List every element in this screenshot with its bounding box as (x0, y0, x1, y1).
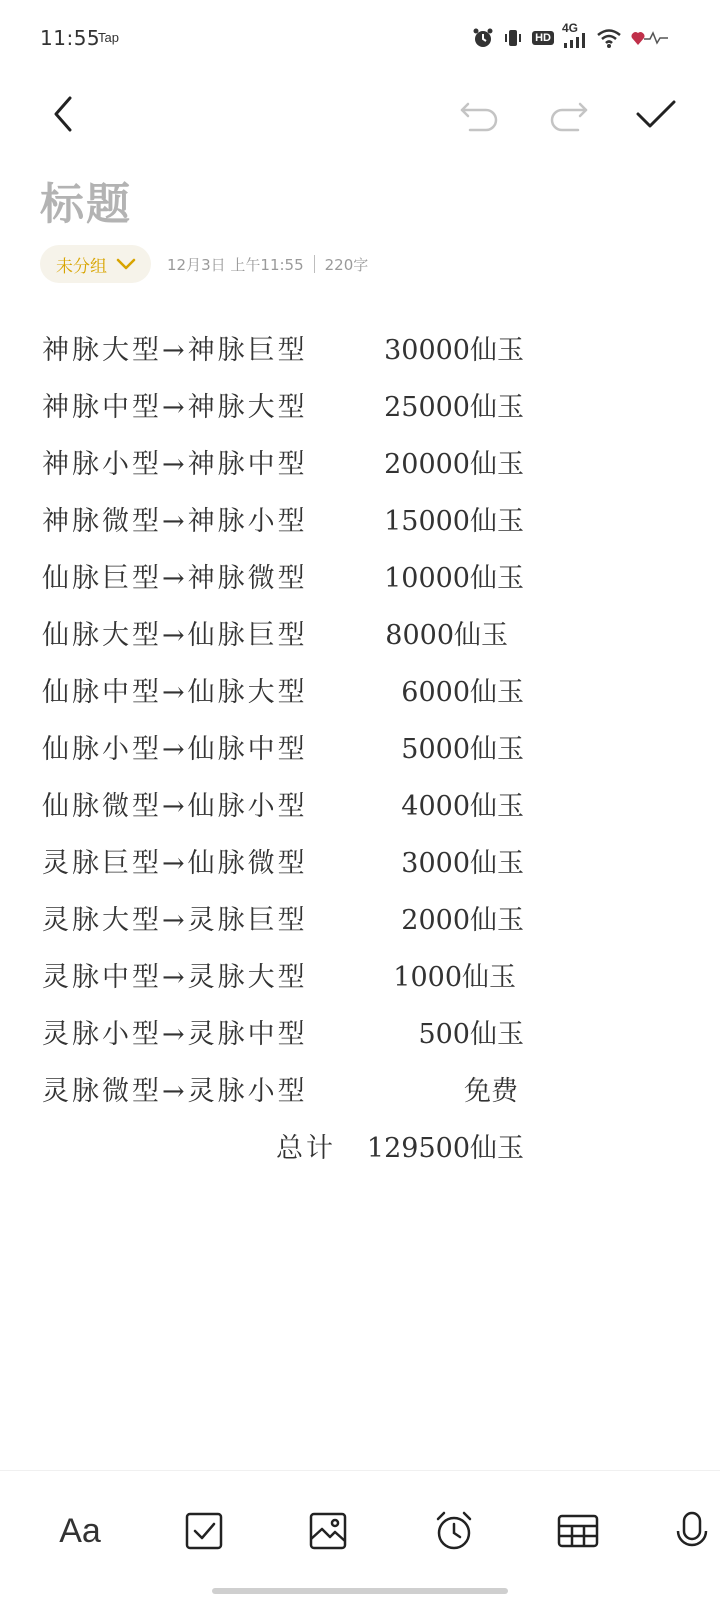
note-line (40, 660, 680, 717)
redo-icon (546, 94, 590, 134)
note-line (40, 888, 680, 945)
note-meta (40, 244, 368, 284)
line-cost: 1000仙玉 (393, 962, 516, 993)
line-cost: 8000仙玉 (385, 620, 508, 651)
checklist-icon (184, 1511, 224, 1551)
done-button[interactable] (628, 86, 684, 142)
home-indicator[interactable] (212, 1588, 508, 1594)
line-upgrade: 灵脉巨型→仙脉微型 (42, 848, 308, 879)
note-total-line (40, 1116, 680, 1173)
redo-button[interactable] (540, 86, 596, 142)
network-type: 4G (562, 21, 579, 35)
chevron-down-icon (115, 257, 137, 271)
undo-icon (458, 94, 502, 134)
char-count: 220字 (324, 255, 369, 274)
note-line (40, 774, 680, 831)
line-upgrade: 灵脉中型→灵脉大型 (42, 962, 308, 993)
back-arrow-icon (48, 94, 80, 134)
note-line (40, 1059, 680, 1116)
meta-divider (314, 255, 315, 273)
microphone-icon (672, 1509, 712, 1553)
note-line (40, 318, 680, 375)
line-upgrade: 神脉大型→神脉巨型 (42, 335, 308, 366)
undo-button[interactable] (452, 86, 508, 142)
line-upgrade: 神脉中型→神脉大型 (42, 392, 308, 423)
note-line (40, 945, 680, 1002)
line-cost: 6000仙玉 (401, 677, 524, 708)
line-cost: 5000仙玉 (401, 734, 524, 765)
total-label: 总计 (276, 1133, 336, 1164)
line-upgrade: 仙脉大型→仙脉巨型 (42, 620, 308, 651)
health-icon (630, 27, 670, 49)
status-app-label: Tap (98, 30, 119, 45)
line-cost: 3000仙玉 (401, 848, 524, 879)
text-style-label: Aa (59, 1511, 101, 1550)
note-line (40, 603, 680, 660)
line-upgrade: 神脉微型→神脉小型 (42, 506, 308, 537)
voice-input-button[interactable] (672, 1501, 720, 1561)
line-cost: 4000仙玉 (401, 791, 524, 822)
note-line (40, 489, 680, 546)
line-cost: 20000仙玉 (384, 449, 524, 480)
line-cost: 15000仙玉 (384, 506, 524, 537)
group-selector[interactable] (40, 245, 151, 283)
insert-image-button[interactable] (298, 1501, 358, 1561)
note-timestamp: 12月3日 上午11:55 (167, 255, 304, 274)
alarm-clock-icon (432, 1509, 476, 1553)
wifi-icon (596, 27, 622, 49)
line-upgrade: 仙脉微型→仙脉小型 (42, 791, 308, 822)
table-icon (556, 1511, 600, 1551)
total-value: 129500仙玉 (366, 1133, 524, 1164)
line-cost: 免费 (464, 1076, 518, 1107)
status-bar (0, 0, 720, 76)
check-icon (634, 94, 678, 134)
note-line (40, 1002, 680, 1059)
line-upgrade: 仙脉巨型→神脉微型 (42, 563, 308, 594)
note-line (40, 375, 680, 432)
image-icon (308, 1511, 348, 1551)
line-upgrade: 仙脉小型→仙脉中型 (42, 734, 308, 765)
line-upgrade: 仙脉中型→仙脉大型 (42, 677, 308, 708)
note-title-input[interactable]: 标题 (40, 179, 132, 230)
line-cost: 30000仙玉 (384, 335, 524, 366)
alarm-icon (472, 27, 494, 49)
line-upgrade: 神脉小型→神脉中型 (42, 449, 308, 480)
vibrate-icon (502, 27, 524, 49)
group-label: 未分组 (56, 256, 107, 277)
line-upgrade: 灵脉微型→灵脉小型 (42, 1076, 308, 1107)
note-line (40, 546, 680, 603)
note-body[interactable] (40, 318, 680, 1173)
line-cost: 10000仙玉 (384, 563, 524, 594)
status-icons (472, 21, 670, 52)
line-cost: 2000仙玉 (401, 905, 524, 936)
note-line (40, 432, 680, 489)
line-cost: 500仙玉 (418, 1019, 524, 1050)
reminder-button[interactable] (424, 1501, 484, 1561)
line-upgrade: 灵脉小型→灵脉中型 (42, 1019, 308, 1050)
checklist-button[interactable] (174, 1501, 234, 1561)
back-button[interactable] (36, 86, 92, 142)
note-line (40, 831, 680, 888)
signal-icon (562, 21, 588, 49)
line-upgrade: 灵脉大型→灵脉巨型 (42, 905, 308, 936)
insert-table-button[interactable] (548, 1501, 608, 1561)
status-time: 11:55 (40, 26, 101, 50)
note-line (40, 717, 680, 774)
bottom-toolbar (0, 1470, 720, 1601)
editor-toolbar (0, 76, 720, 152)
line-cost: 25000仙玉 (384, 392, 524, 423)
text-style-button[interactable] (50, 1501, 110, 1561)
hd-icon: HD (532, 31, 554, 45)
